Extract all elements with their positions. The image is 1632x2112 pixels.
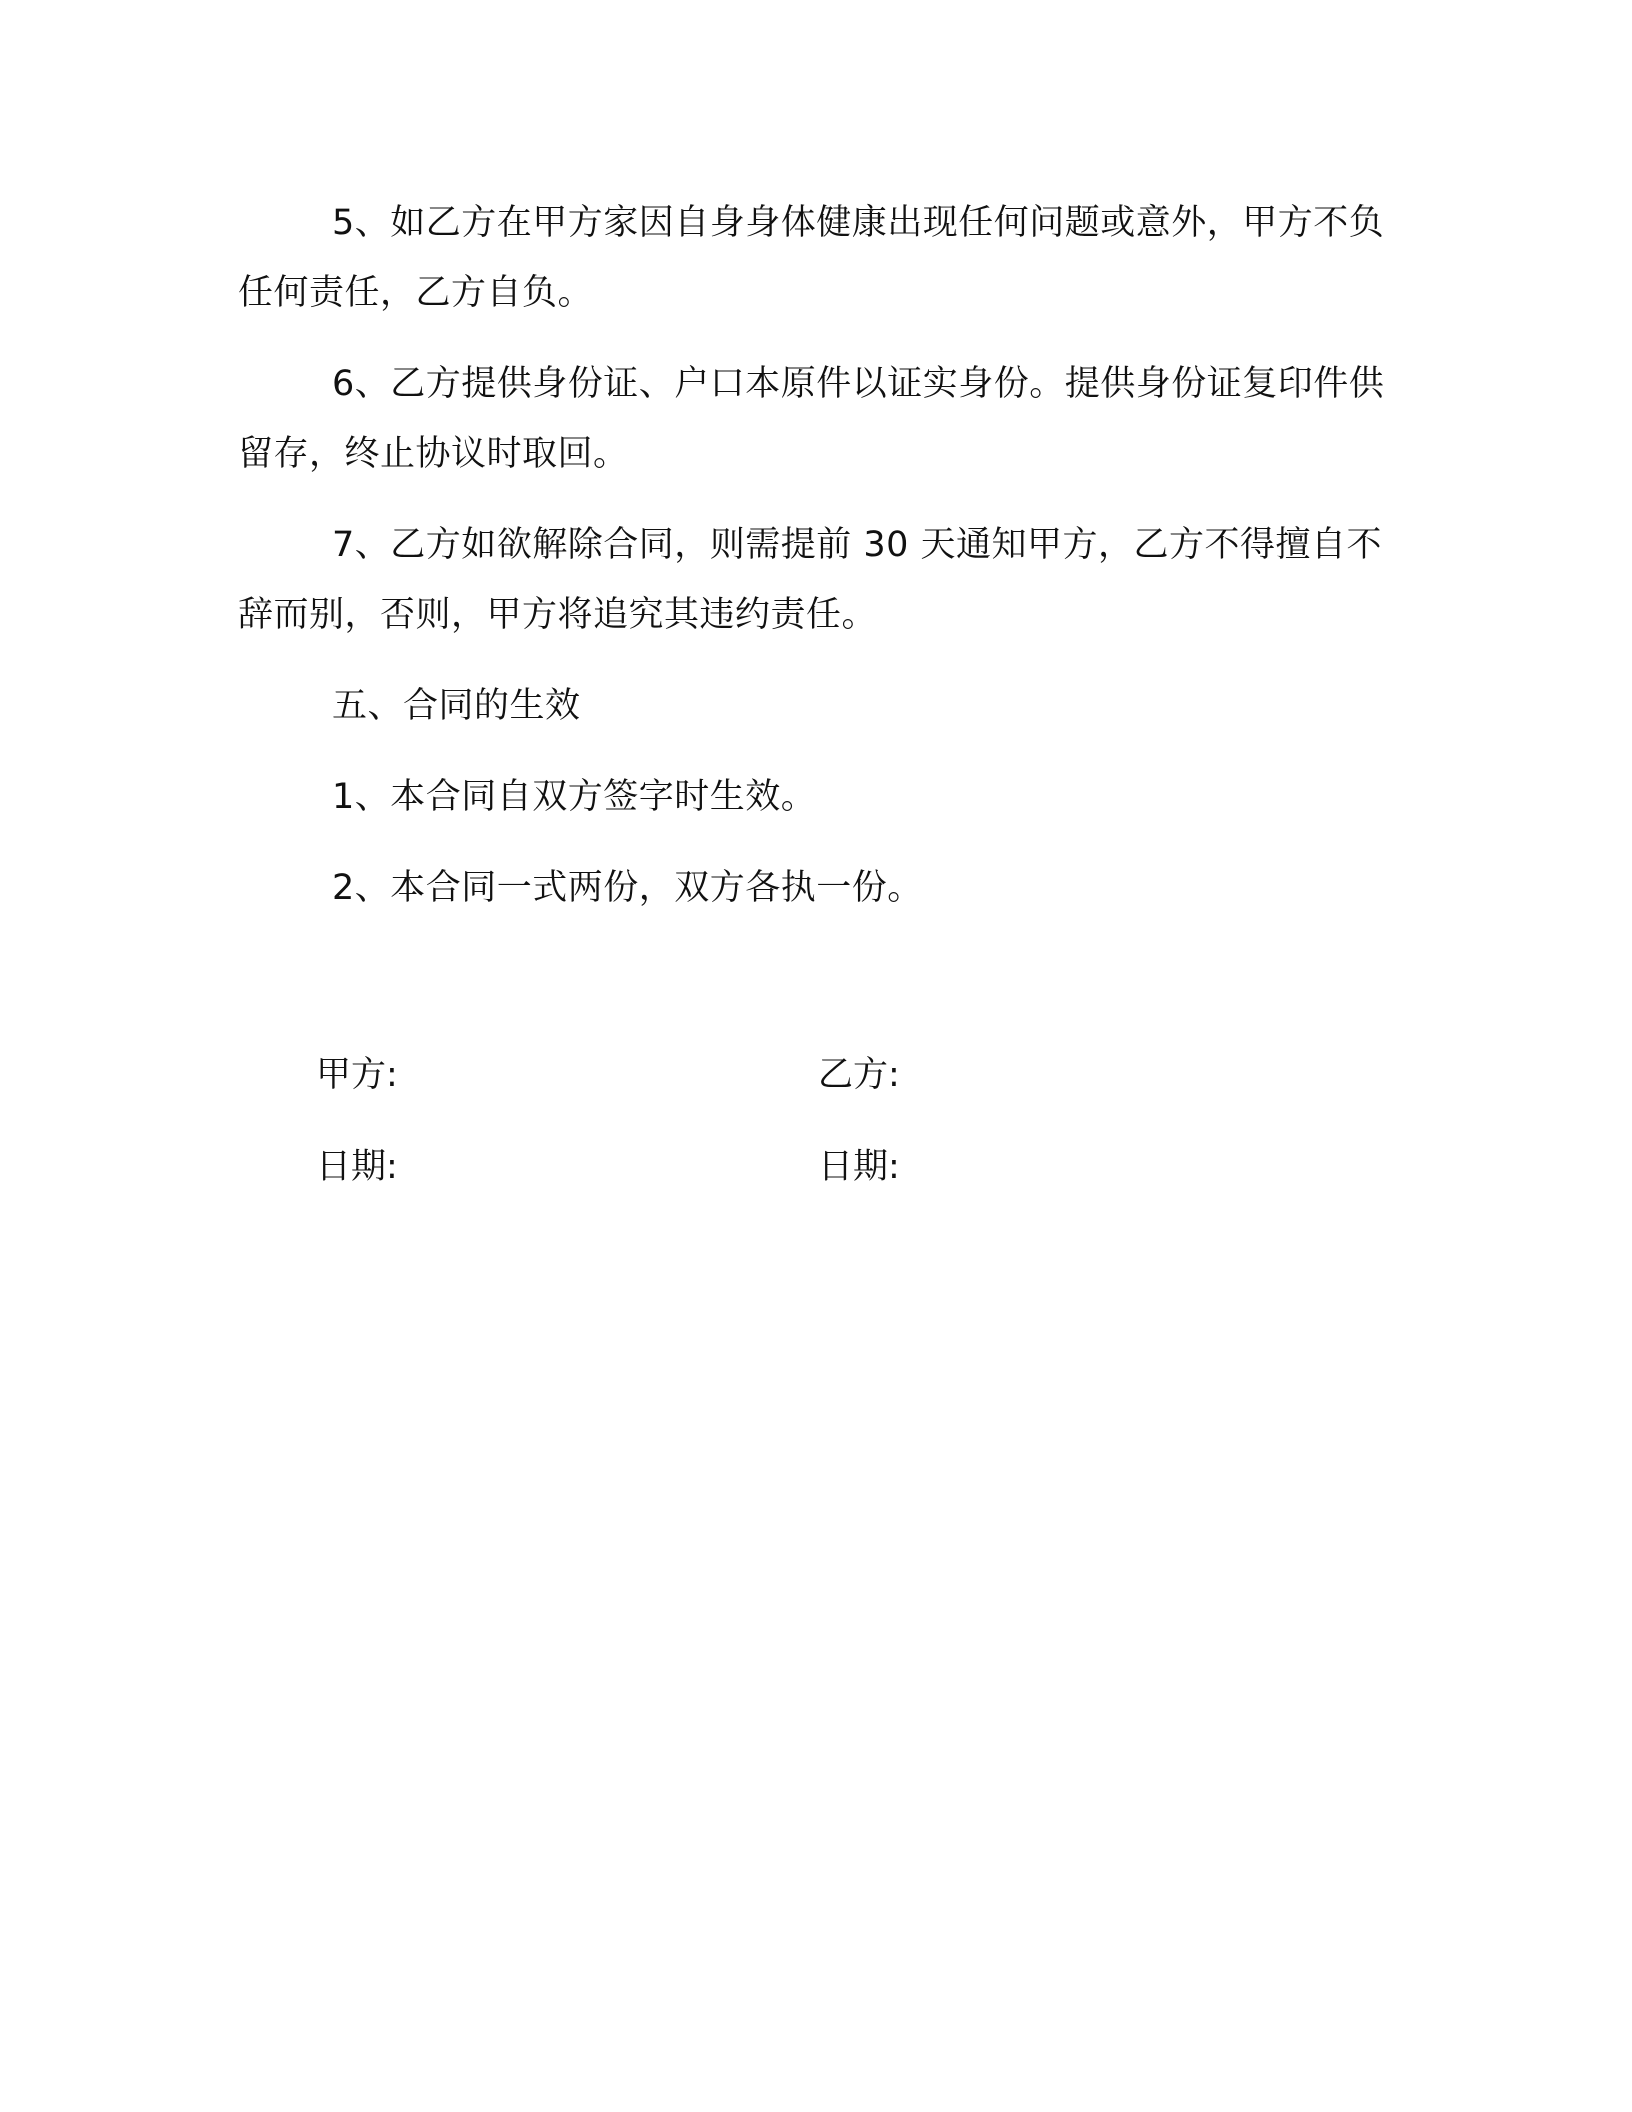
party-a-label: 甲方:: [316, 1055, 398, 1095]
effectiveness-clause-1: 1、本合同自双方签字时生效。: [332, 777, 817, 817]
clause-6: 6、乙方提供身份证、户口本原件以证实身份。提供身份证复印件供留存，终止协议时取回。: [238, 364, 1385, 474]
party-b-date-label: 日期:: [818, 1147, 900, 1187]
signature-row: [316, 1040, 1316, 1132]
clause-5: 5、如乙方在甲方家因自身身体健康出现任何问题或意外，甲方不负任何责任，乙方自负。: [238, 203, 1385, 313]
party-a-date-label: 日期:: [316, 1147, 398, 1187]
signature-block: [316, 1040, 1316, 1224]
effectiveness-clause-2: 2、本合同一式两份，双方各执一份。: [332, 868, 923, 908]
clause-7: 7、乙方如欲解除合同，则需提前 30 天通知甲方，乙方不得擅自不辞而别，否则，甲方将追究其违约责任。: [238, 525, 1383, 635]
document-body: [238, 188, 1388, 944]
date-row: [316, 1132, 1316, 1224]
party-b-label: 乙方:: [818, 1055, 900, 1095]
section-heading-effectiveness: 五、合同的生效: [332, 686, 581, 726]
